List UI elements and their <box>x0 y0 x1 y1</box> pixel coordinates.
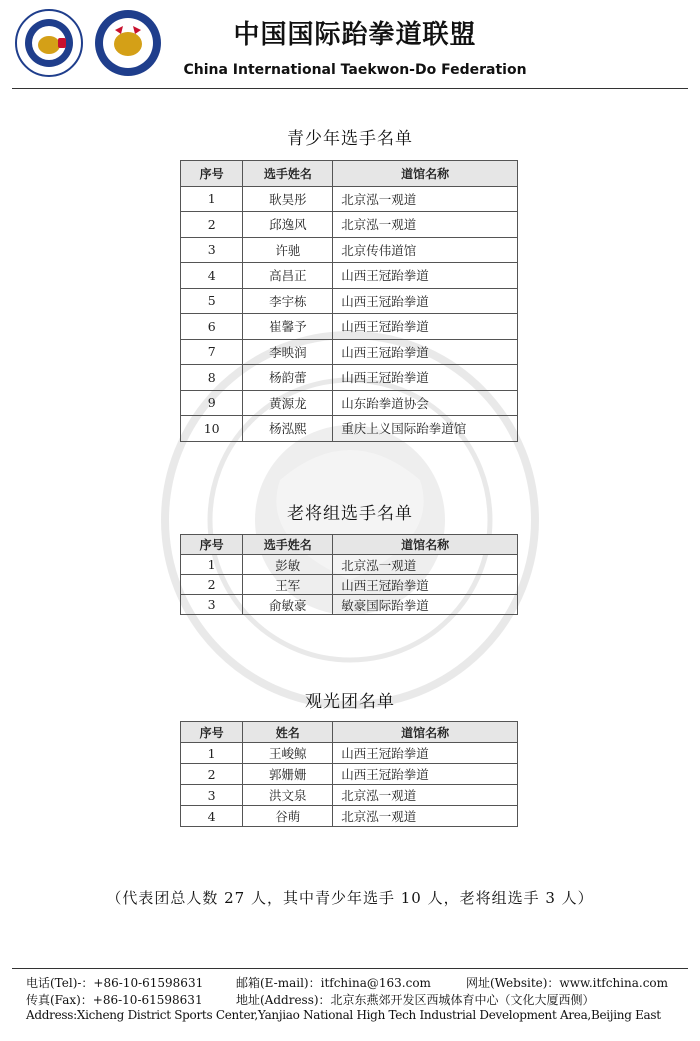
cell-club: 北京泓一观道 <box>333 555 518 575</box>
table-row <box>181 390 518 416</box>
table-row <box>181 212 518 238</box>
cell-club: 山东跆拳道协会 <box>333 390 518 416</box>
table-row <box>181 743 518 764</box>
cell-name: 崔馨予 <box>243 314 333 340</box>
veterans-table <box>180 534 518 615</box>
cell-name: 黄源龙 <box>243 390 333 416</box>
cell-no: 4 <box>181 806 243 827</box>
cell-no: 1 <box>181 743 243 764</box>
column-header: 序号 <box>181 161 243 187</box>
table-header-row <box>181 722 518 743</box>
cell-club: 山西王冠跆拳道 <box>333 743 518 764</box>
cell-club: 北京泓一观道 <box>333 186 518 212</box>
cell-name: 洪文泉 <box>243 785 333 806</box>
cell-name: 杨韵蕾 <box>243 365 333 391</box>
cell-name: 彭敏 <box>243 555 333 575</box>
footer-website: 网址(Website)：www.itfchina.com <box>466 976 669 990</box>
header-divider <box>12 88 688 89</box>
cell-club: 山西王冠跆拳道 <box>333 575 518 595</box>
org-subtitle: China International Taekwon-Do Federation <box>183 62 527 78</box>
tour-section-title: 观光团名单 <box>305 692 395 712</box>
federation-logo-icon <box>93 8 163 78</box>
cell-club: 北京传伟道馆 <box>333 237 518 263</box>
column-header: 道馆名称 <box>333 535 518 555</box>
org-title: 中国国际跆拳道联盟 <box>233 20 477 50</box>
table-row <box>181 764 518 785</box>
itf-logo-icon <box>14 8 84 78</box>
cell-no: 3 <box>181 595 243 615</box>
footer-tel: 电话(Tel)-：+86-10-61598631 <box>26 976 204 990</box>
cell-no: 9 <box>181 390 243 416</box>
cell-name: 王军 <box>243 575 333 595</box>
cell-name: 谷萌 <box>243 806 333 827</box>
cell-no: 2 <box>181 575 243 595</box>
table-header-row <box>181 535 518 555</box>
cell-no: 8 <box>181 365 243 391</box>
cell-club: 重庆上义国际跆拳道馆 <box>333 416 518 442</box>
cell-name: 李宇栋 <box>243 288 333 314</box>
cell-no: 10 <box>181 416 243 442</box>
cell-no: 2 <box>181 764 243 785</box>
cell-name: 郭姗姗 <box>243 764 333 785</box>
cell-name: 杨泓熙 <box>243 416 333 442</box>
column-header: 序号 <box>181 535 243 555</box>
cell-club: 山西王冠跆拳道 <box>333 263 518 289</box>
cell-club: 山西王冠跆拳道 <box>333 288 518 314</box>
column-header: 序号 <box>181 722 243 743</box>
cell-no: 4 <box>181 263 243 289</box>
cell-club: 北京泓一观道 <box>333 806 518 827</box>
table-row <box>181 263 518 289</box>
table-row <box>181 785 518 806</box>
table-row <box>181 416 518 442</box>
cell-name: 王峻鲸 <box>243 743 333 764</box>
table-row <box>181 288 518 314</box>
cell-name: 李映润 <box>243 339 333 365</box>
table-row <box>181 314 518 340</box>
cell-club: 北京泓一观道 <box>333 785 518 806</box>
cell-no: 3 <box>181 785 243 806</box>
cell-no: 6 <box>181 314 243 340</box>
footer-address-cn: 地址(Address)：北京东燕郊开发区西城体育中心（文化大厦西侧） <box>236 993 595 1007</box>
table-row <box>181 595 518 615</box>
cell-no: 1 <box>181 186 243 212</box>
cell-club: 山西王冠跆拳道 <box>333 339 518 365</box>
cell-name: 俞敏豪 <box>243 595 333 615</box>
footer-divider <box>12 968 688 969</box>
table-header-row <box>181 161 518 187</box>
cell-name: 高昌正 <box>243 263 333 289</box>
veterans-section-title: 老将组选手名单 <box>287 504 413 524</box>
table-row <box>181 555 518 575</box>
column-header: 选手姓名 <box>243 161 333 187</box>
column-header: 姓名 <box>243 722 333 743</box>
cell-no: 2 <box>181 212 243 238</box>
cell-club: 敏豪国际跆拳道 <box>333 595 518 615</box>
table-row <box>181 339 518 365</box>
cell-no: 5 <box>181 288 243 314</box>
table-row <box>181 806 518 827</box>
cell-club: 山西王冠跆拳道 <box>333 314 518 340</box>
youth-section-title: 青少年选手名单 <box>287 129 413 149</box>
cell-club: 北京泓一观道 <box>333 212 518 238</box>
cell-club: 山西王冠跆拳道 <box>333 764 518 785</box>
column-header: 选手姓名 <box>243 535 333 555</box>
cell-club: 山西王冠跆拳道 <box>333 365 518 391</box>
column-header: 道馆名称 <box>333 161 518 187</box>
footer-address-en: Address:Xicheng District Sports Center,Yanjiao National High Tech Industrial Development Area,Beijing East <box>26 1008 661 1022</box>
cell-name: 耿昊彤 <box>243 186 333 212</box>
cell-name: 许驰 <box>243 237 333 263</box>
delegation-summary: （代表团总人数 27 人，其中青少年选手 10 人，老将组选手 3 人） <box>106 889 594 907</box>
cell-name: 邱逸风 <box>243 212 333 238</box>
tour-table <box>180 721 518 827</box>
column-header: 道馆名称 <box>333 722 518 743</box>
cell-no: 3 <box>181 237 243 263</box>
cell-no: 7 <box>181 339 243 365</box>
table-row <box>181 186 518 212</box>
table-row <box>181 575 518 595</box>
youth-table <box>180 160 518 442</box>
table-row <box>181 237 518 263</box>
table-row <box>181 365 518 391</box>
footer-fax: 传真(Fax)：+86-10-61598631 <box>26 993 203 1007</box>
footer-email: 邮箱(E-mail)：itfchina@163.com <box>236 976 431 990</box>
cell-no: 1 <box>181 555 243 575</box>
